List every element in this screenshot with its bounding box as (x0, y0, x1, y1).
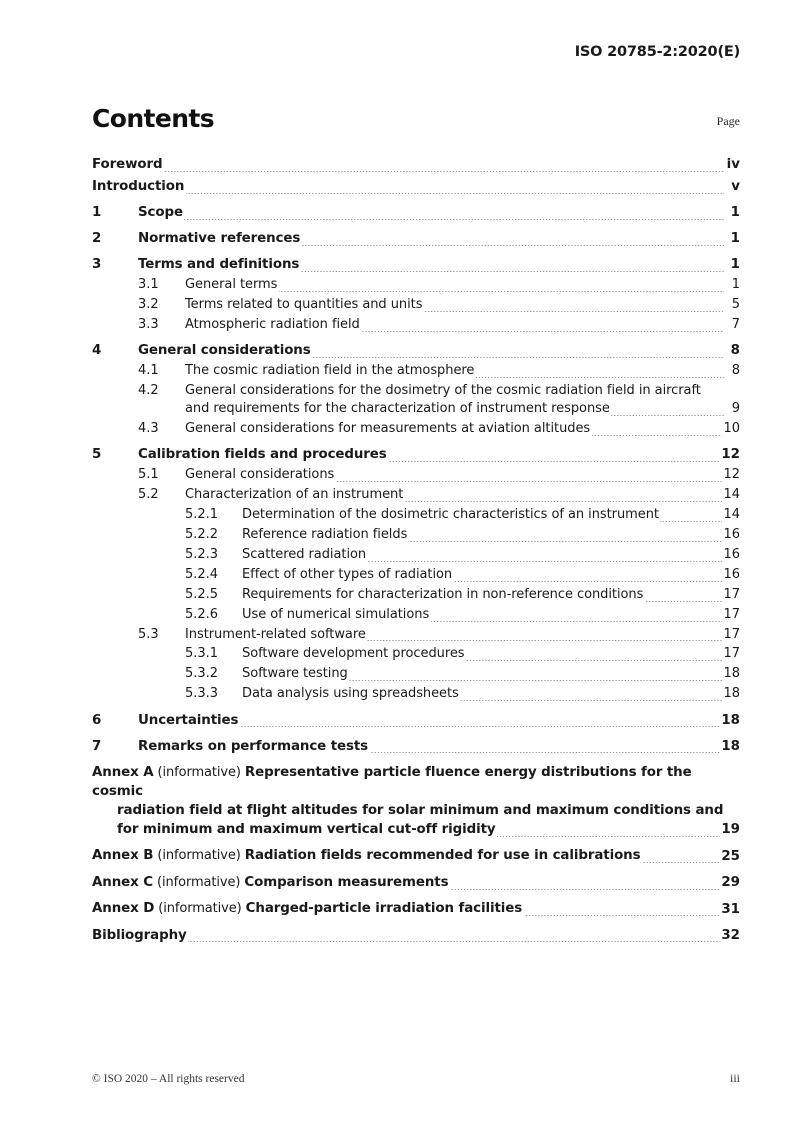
toc-entry-label: Scope (138, 205, 183, 221)
toc-entry-page: v (731, 179, 740, 195)
document-header-standard-ref: ISO 20785-2:2020(E) (574, 44, 740, 60)
dot-leader (405, 501, 723, 502)
toc-entry-number: 5.3.2 (185, 666, 219, 682)
toc-entry-number: 3.2 (138, 296, 159, 312)
toc-entry-label: Introduction (92, 179, 185, 195)
dot-leader (497, 836, 720, 837)
toc-entry-label: General considerations (138, 343, 311, 359)
toc-entry-page: 14 (723, 506, 740, 522)
footer-copyright: © ISO 2020 – All rights reserved (92, 1073, 245, 1085)
annex-b-label (92, 846, 640, 865)
toc-entry-label: Use of numerical simulations (242, 606, 430, 622)
toc-entry-label-line-1: General considerations for the dosimetry of the cosmic radiation field in aircraft (185, 382, 701, 398)
dot-leader (188, 941, 720, 942)
toc-entry-page: 8 (731, 362, 740, 378)
toc-entry-label: Foreword (92, 157, 163, 172)
toc-entry-page: 18 (723, 666, 740, 682)
annex-d-title: Charged-particle irradiation facilities (245, 901, 523, 917)
annex-a-page: 19 (721, 822, 740, 838)
dot-leader (611, 415, 724, 416)
toc-entry-clause-5-2[interactable] (92, 486, 740, 504)
toc-entry-clause-5-2-5[interactable] (92, 586, 740, 604)
annex-c-page: 29 (721, 875, 740, 891)
dot-leader (368, 561, 723, 562)
dot-leader (312, 357, 724, 358)
toc-entry-label: Atmospheric radiation field (185, 316, 360, 332)
toc-entry-number: 5.3.1 (185, 646, 219, 662)
dot-leader (388, 461, 720, 462)
toc-entry-number: 5.2 (138, 486, 159, 502)
annex-a-line-1 (92, 763, 740, 801)
toc-entry-label: General terms (185, 276, 278, 292)
dot-leader (642, 862, 720, 863)
toc-entry-number: 5.3.3 (185, 686, 219, 702)
toc-entry-number: 5.2.3 (185, 546, 219, 562)
dot-leader (336, 481, 723, 482)
toc-entry-page: 1 (730, 257, 740, 273)
toc-entry-label: Scattered radiation (242, 546, 367, 562)
dot-leader (279, 291, 724, 292)
toc-entry-page: 17 (723, 646, 740, 662)
toc-entry-number: 4.3 (138, 420, 159, 436)
toc-entry-label-line-2: and requirements for the characterization of instrument response (185, 400, 610, 416)
annex-b-type: (informative) (153, 848, 245, 864)
dot-leader (301, 271, 724, 272)
toc-entry-number: 4 (92, 343, 102, 359)
annex-d-type: (informative) (154, 901, 246, 917)
toc-entry-label: General considerations for measurements at aviation altitudes (185, 420, 591, 436)
toc-entry-number: 5.2.2 (185, 526, 219, 542)
toc-entry-clause-5-3[interactable] (92, 626, 740, 644)
dot-leader (476, 377, 724, 378)
toc-entry-number: 2 (92, 231, 102, 247)
dot-leader (302, 245, 724, 246)
dot-leader (164, 171, 724, 172)
toc-entry-label: Effect of other types of radiation (242, 566, 453, 582)
toc-entry-clause-5-2-1[interactable] (92, 506, 740, 524)
toc-entry-page: 16 (723, 526, 740, 542)
toc-entry-bibliography[interactable] (92, 926, 740, 945)
toc-entry-number: 4.2 (138, 382, 159, 398)
toc-entry-annex-b[interactable] (92, 846, 740, 865)
toc-entry-foreword[interactable] (92, 155, 740, 174)
toc-entry-number: 5.1 (138, 466, 159, 482)
toc-entry-clause-1[interactable] (92, 203, 740, 222)
toc-entry-clause-5-2-3[interactable] (92, 546, 740, 564)
toc-entry-clause-2[interactable] (92, 229, 740, 248)
annex-d-name: Annex D (92, 901, 155, 917)
toc-entry-number: 3.3 (138, 316, 159, 332)
table-of-contents (92, 155, 740, 946)
toc-entry-page: 16 (723, 546, 740, 562)
toc-entry-page: 1 (730, 231, 740, 247)
dot-leader (450, 889, 720, 890)
toc-entry-number: 3 (92, 257, 102, 273)
dot-leader (424, 311, 724, 312)
toc-entry-annex-d[interactable] (92, 899, 740, 918)
dot-leader (367, 640, 722, 641)
toc-entry-page: 5 (731, 296, 740, 312)
toc-entry-page: 16 (723, 566, 740, 582)
toc-entry-page: 12 (723, 466, 740, 482)
dot-leader (240, 726, 721, 727)
toc-entry-clause-5-3-3[interactable] (92, 685, 740, 703)
toc-entry-page: 17 (723, 626, 740, 642)
toc-entry-page: 8 (730, 343, 740, 359)
toc-entry-page: 7 (731, 316, 740, 332)
toc-entry-number: 5.3 (138, 626, 159, 642)
dot-leader (466, 660, 722, 661)
toc-entry-number: 5.2.1 (185, 506, 219, 522)
toc-entry-page: 17 (723, 586, 740, 602)
toc-entry-number: 7 (92, 738, 102, 754)
toc-entry-label: Terms related to quantities and units (185, 296, 423, 312)
toc-entry-clause-5-2-2[interactable] (92, 526, 740, 544)
annex-a-line-3 (92, 820, 740, 839)
toc-entry-introduction[interactable] (92, 177, 740, 196)
toc-entry-number: 1 (92, 205, 102, 221)
page-title: Contents (92, 104, 215, 133)
toc-entry-label: General considerations (185, 466, 335, 482)
annex-c-name: Annex C (92, 874, 153, 890)
toc-entry-label: Instrument-related software (185, 626, 366, 642)
toc-entry-number: 5 (92, 447, 102, 463)
toc-entry-page: 10 (723, 420, 740, 436)
toc-entry-number: 5.2.4 (185, 566, 219, 582)
dot-leader (349, 680, 722, 681)
toc-entry-page: 17 (723, 606, 740, 622)
annex-b-name: Annex B (92, 848, 154, 864)
toc-entry-page: 18 (721, 738, 740, 754)
toc-entry-clause-5-3-2[interactable] (92, 665, 740, 683)
toc-entry-clause-4-2[interactable] (92, 382, 740, 419)
toc-entry-label: Characterization of an instrument (185, 486, 404, 502)
footer-page-number: iii (729, 1071, 740, 1085)
dot-leader (361, 331, 724, 332)
annex-a-title-line-2: radiation field at flight altitudes for solar minimum and maximum conditions and (117, 803, 724, 819)
annex-c-type: (informative) (152, 874, 245, 890)
dot-leader (645, 601, 723, 602)
toc-entry-clause-6[interactable] (92, 711, 740, 730)
dot-leader (460, 700, 722, 701)
dot-leader (409, 541, 723, 542)
dot-leader (660, 521, 722, 522)
annex-c-title: Comparison measurements (244, 874, 449, 890)
toc-entry-number: 5.2.6 (185, 606, 219, 622)
toc-entry-clause-5-2-6[interactable] (92, 606, 740, 624)
toc-entry-label: Software development procedures (242, 646, 465, 662)
toc-entry-page: 9 (731, 400, 740, 416)
page-footer (92, 1071, 740, 1086)
toc-entry-page: 18 (723, 686, 740, 702)
dot-leader (186, 193, 724, 194)
annex-a-type: (informative) (153, 764, 245, 780)
toc-entry-number: 5.2.5 (185, 586, 219, 602)
dot-leader (454, 581, 723, 582)
toc-entry-label: Terms and definitions (138, 257, 300, 273)
annex-a-title-line-3: for minimum and maximum vertical cut-off rigidity (117, 822, 496, 838)
annex-a-title-line-1: Representative particle fluence energy distributions for the cosmic (92, 764, 692, 800)
toc-entry-number: 3.1 (138, 276, 159, 292)
toc-entry-clause-5-3-1[interactable] (92, 645, 740, 663)
toc-entry-clause-5[interactable] (92, 445, 740, 464)
annex-a-name: Annex A (92, 764, 154, 780)
toc-entry-clause-7[interactable] (92, 737, 740, 756)
toc-entry-label: Uncertainties (138, 712, 239, 728)
toc-entry-clause-3-1[interactable] (92, 276, 740, 294)
toc-entry-label: Normative references (138, 231, 301, 247)
toc-entry-page: 12 (721, 447, 740, 463)
annex-b-page: 25 (721, 848, 740, 864)
toc-entry-page: 14 (723, 486, 740, 502)
toc-entry-label: Reference radiation fields (242, 526, 408, 542)
contents-title-row (92, 104, 740, 133)
toc-entry-clause-5-2-4[interactable] (92, 566, 740, 584)
toc-entry-label: Determination of the dosimetric characteristics of an instrument (242, 506, 659, 522)
toc-entry-label: Calibration fields and procedures (138, 447, 387, 463)
toc-entry-page: 1 (730, 205, 740, 221)
dot-leader (431, 621, 723, 622)
dot-leader (592, 435, 723, 436)
toc-entry-page: iv (726, 157, 740, 172)
toc-entry-page: 18 (721, 712, 740, 728)
toc-entry-annex-c[interactable] (92, 873, 740, 892)
toc-entry-clause-3[interactable] (92, 255, 740, 274)
toc-entry-label: Requirements for characterization in non-reference conditions (242, 586, 644, 602)
annex-c-label (92, 873, 448, 892)
toc-entry-clause-3-2[interactable] (92, 296, 740, 314)
toc-entry-clause-4[interactable] (92, 341, 740, 360)
bibliography-page: 32 (721, 927, 740, 943)
toc-entry-clause-5-1[interactable] (92, 466, 740, 484)
toc-entry-clause-4-3[interactable] (92, 420, 740, 438)
dot-leader (184, 219, 724, 220)
dot-leader (524, 915, 721, 916)
dot-leader (370, 752, 721, 753)
toc-entry-label: Data analysis using spreadsheets (242, 686, 459, 702)
toc-entry-label: Software testing (242, 666, 348, 682)
annex-b-title: Radiation fields recommended for use in calibrations (244, 848, 641, 864)
toc-entry-label: The cosmic radiation field in the atmosphere (185, 362, 475, 378)
annex-d-page: 31 (721, 901, 740, 917)
toc-entry-clause-4-1[interactable] (92, 362, 740, 380)
bibliography-label: Bibliography (92, 927, 187, 943)
toc-entry-clause-3-3[interactable] (92, 316, 740, 334)
toc-entry-label: Remarks on performance tests (138, 738, 369, 754)
toc-entry-number: 4.1 (138, 362, 159, 378)
annex-d-label (92, 899, 522, 918)
toc-entry-annex-a[interactable] (92, 763, 740, 840)
toc-entry-page: 1 (731, 276, 740, 292)
page-column-header: Page (716, 114, 740, 128)
toc-entry-number: 6 (92, 712, 102, 728)
